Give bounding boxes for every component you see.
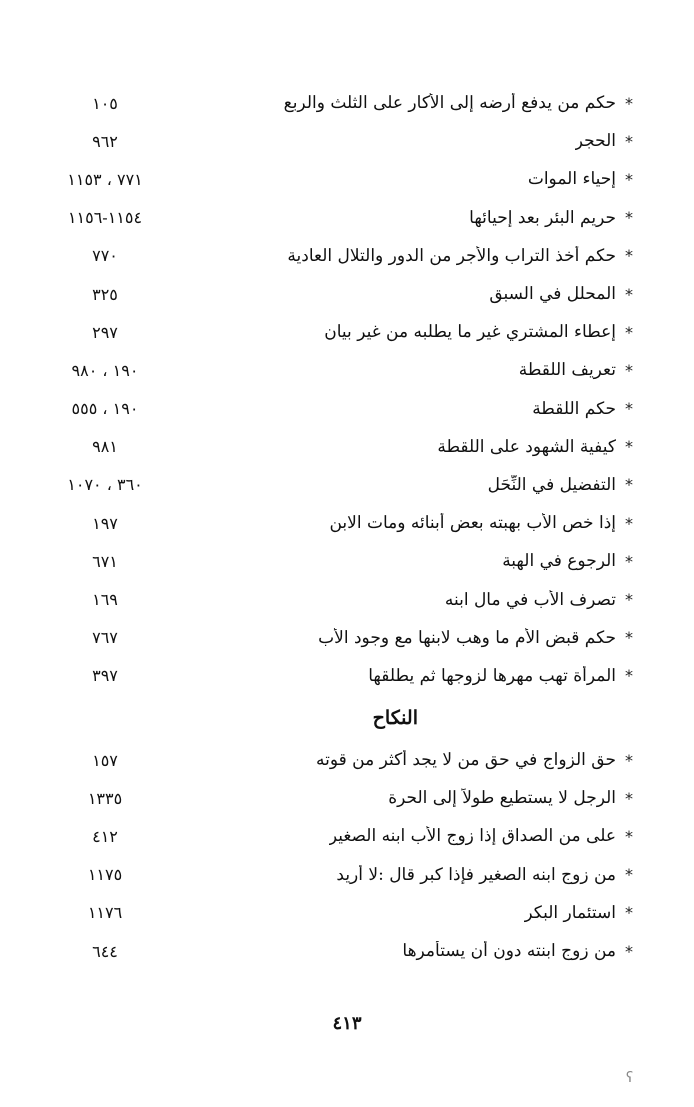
entry-title: من زوج ابنه الصغير فإذا كبر قال :لا أريد [336,864,616,885]
index-entry [40,428,640,466]
index-entry [40,542,640,580]
entry-title: حريم البئر بعد إحيائها [469,207,616,228]
entry-title: حكم أخذ التراب والأجر من الدور والتلال العادية [287,245,616,266]
asterisk-bullet-icon: * [625,246,633,266]
page-number: ٤١٣ [332,1013,362,1034]
asterisk-bullet-icon: * [625,551,633,571]
asterisk-bullet-icon: * [625,666,633,686]
entry-title: المحلل في السبق [489,284,616,305]
entry-title: المرأة تهب مهرها لزوجها ثم يطلقها [368,665,616,686]
asterisk-bullet-icon: * [625,360,633,380]
entry-page-refs: ٣٦٠ ، ١٠٧٠ [67,475,143,495]
asterisk-bullet-icon: * [625,437,633,457]
entry-title: الحجر [574,131,616,152]
index-entry [40,313,640,351]
index-entries [40,84,640,970]
index-entry [40,779,640,817]
entry-title: الرجل لا يستطيع طولاً إلى الحرة [388,788,616,809]
index-entry [40,351,640,389]
entry-page-refs: ١٠٥ [92,93,118,113]
index-entry [40,580,640,618]
asterisk-bullet-icon: * [625,628,633,648]
entry-title: من زوج ابنته دون أن يستأمرها [402,941,616,962]
section-heading: النكاح [372,707,418,729]
asterisk-bullet-icon: * [625,750,633,770]
entry-page-refs: ٤١٢ [92,826,118,846]
entry-page-refs: ١١٥٤-١١٥٦ [67,208,143,228]
index-entry [40,122,640,160]
index-entry [40,741,640,779]
entry-title: الرجوع في الهبة [502,551,616,572]
asterisk-bullet-icon: * [625,208,633,228]
entry-page-refs: ٧٧١ ، ١١٥٣ [67,169,143,189]
entry-page-refs: ٩٨١ [92,437,118,457]
asterisk-bullet-icon: * [625,826,633,846]
entry-title: إعطاء المشتري غير ما يطلبه من غير بيان [324,322,616,343]
entry-page-refs: ٢٩٧ [92,322,118,342]
entry-title: كيفية الشهود على اللقطة [437,436,616,457]
asterisk-bullet-icon: * [625,131,633,151]
index-entry [40,275,640,313]
entry-title: على من الصداق إذا زوج الأب ابنه الصغير [328,826,616,847]
entry-title: التفضيل في النِّحَل [487,474,616,495]
asterisk-bullet-icon: * [625,513,633,533]
entry-page-refs: ١١٧٥ [87,865,123,885]
entry-page-refs: ٣٩٧ [92,666,118,686]
entry-page-refs: ١١٧٦ [87,903,123,923]
entry-title: تصرف الأب في مال ابنه [444,589,616,610]
index-entry [40,657,640,695]
index-entry [40,466,640,504]
index-entry [40,237,640,275]
entry-title: حق الزواج في حق من لا يجد أكثر من قوته [316,750,616,771]
asterisk-bullet-icon: * [625,590,633,610]
asterisk-bullet-icon: * [625,284,633,304]
index-entry [40,856,640,894]
entry-title: إحياء الموات [527,169,616,190]
entry-page-refs: ١٩٧ [92,513,118,533]
index-entry [40,504,640,542]
entry-page-refs: ٣٢٥ [92,284,118,304]
entry-title: حكم قبض الأم ما وهب لابنها مع وجود الأب [318,627,616,648]
entry-page-refs: ١٩٠ ، ٩٨٠ [71,360,139,380]
entry-title: إذا خص الأب بهبته بعض أبنائه ومات الابن [329,513,616,534]
entry-page-refs: ٦٧١ [92,551,118,571]
entry-page-refs: ٧٦٧ [92,628,118,648]
index-entry [40,199,640,237]
corner-mark: ʕ [626,1070,634,1086]
asterisk-bullet-icon: * [625,903,633,923]
entry-page-refs: ١٦٩ [92,590,118,610]
asterisk-bullet-icon: * [625,169,633,189]
index-entry [40,894,640,932]
entry-page-refs: ٦٤٤ [92,941,118,961]
entry-page-refs: ٧٧٠ [92,246,118,266]
index-entry [40,817,640,855]
index-entry [40,932,640,970]
asterisk-bullet-icon: * [625,322,633,342]
entry-title: حكم اللقطة [532,398,616,419]
index-entry [40,160,640,198]
asterisk-bullet-icon: * [625,475,633,495]
index-entry [40,390,640,428]
asterisk-bullet-icon: * [625,788,633,808]
asterisk-bullet-icon: * [625,399,633,419]
entry-title: حكم من يدفع أرضه إلى الأكار على الثلث والربع [283,93,616,114]
entry-page-refs: ١٣٣٥ [87,788,123,808]
index-entry [40,619,640,657]
index-entry [40,84,640,122]
entry-page-refs: ١٩٠ ، ٥٥٥ [71,399,139,419]
entry-title: استئمار البكر [524,902,616,923]
entry-page-refs: ٩٦٢ [92,131,118,151]
asterisk-bullet-icon: * [625,93,633,113]
entry-title: تعريف اللقطة [518,360,616,381]
asterisk-bullet-icon: * [625,941,633,961]
entry-page-refs: ١٥٧ [92,750,118,770]
asterisk-bullet-icon: * [625,865,633,885]
